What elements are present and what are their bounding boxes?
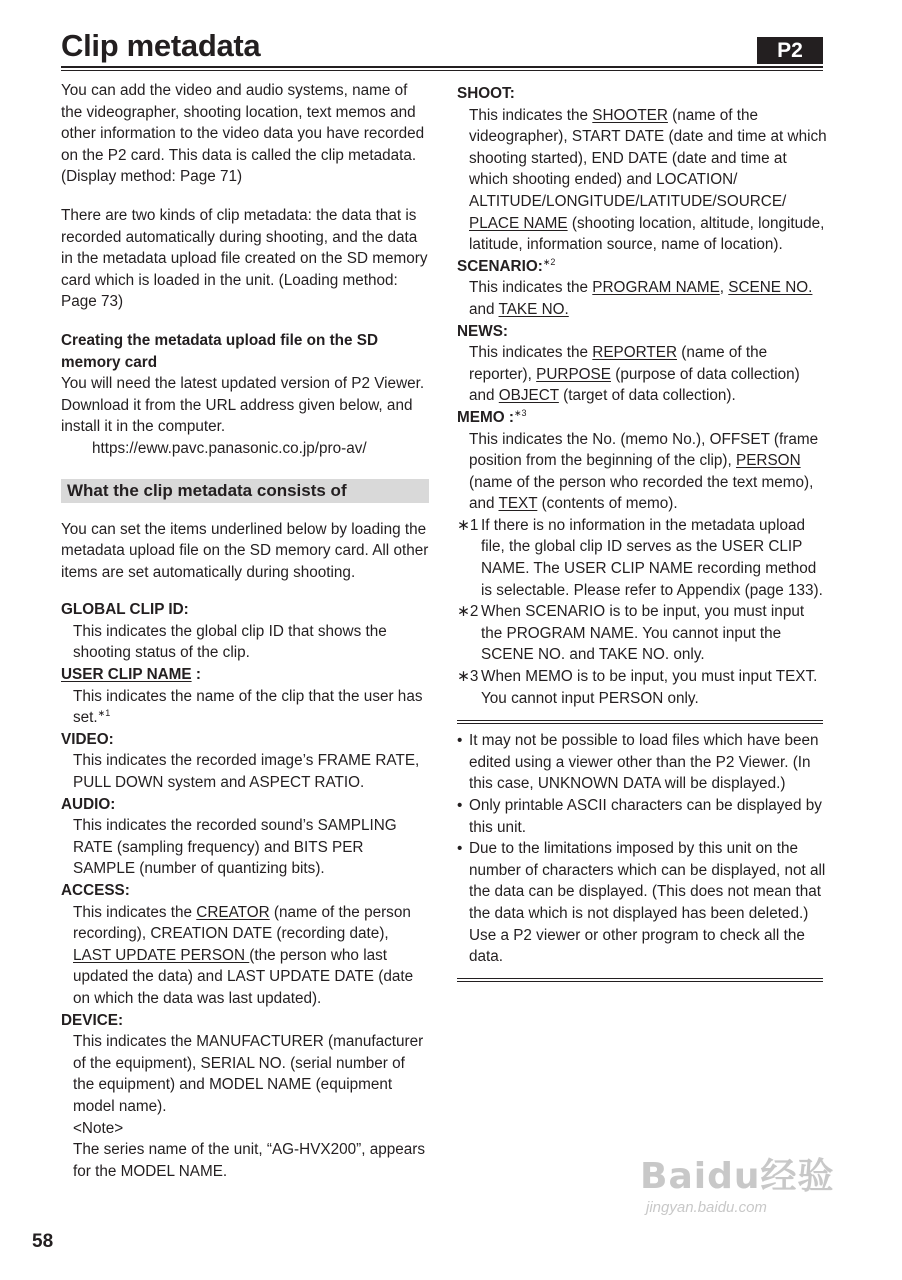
footnote: ∗2 When SCENARIO is to be input, you must input the PROGRAM NAME. You cannot input the SCENE NO. and TAKE NO. only. (457, 603, 805, 664)
user-clip-name-body: This indicates the name of the clip that the user has set.$^{∗1}$ (73, 687, 423, 727)
bullet-note: • Due to the limitations imposed by this unit on the number of characters which can be displayed, not all the data can be displayed. (This does not mean that the data which is not displayed has been deleted.) Use a P2 viewer or other program to check all the data. (457, 840, 826, 966)
memo-body: This indicates the No. (memo No.), OFFSET (frame position from the beginning of the clip), PERSON (name of the person who recorded the text memo), and TEXT (contents of memo). (469, 430, 819, 513)
access-heading: ACCESS: (61, 882, 130, 899)
creating-body: You will need the latest updated version of P2 Viewer. Download it from the URL address given below, and install it in the computer. (61, 375, 425, 436)
device-note-body: The series name of the unit, “AG-HVX200”, appears for the MODEL NAME. (73, 1141, 426, 1180)
access-body: This indicates the CREATOR (name of the person recording), CREATION DATE (recording date), LAST UPDATE PERSON (the person who last updated the data) and LAST UPDATE DATE (date on which the data was last updated). (73, 903, 414, 1007)
scenario-body: This indicates the PROGRAM NAME, SCENE NO. and TAKE NO. (469, 279, 813, 318)
right-column (457, 83, 829, 982)
title-rule (61, 66, 823, 68)
video-heading: VIDEO: (61, 730, 114, 748)
audio-heading: AUDIO: (61, 795, 116, 813)
left-column (61, 80, 429, 1182)
footnote: ∗1 If there is no information in the metadata upload file, the global clip ID serves as the USER CLIP NAME. The USER CLIP NAME recording method is selectable. Please refer to Appendix (page 133). (457, 516, 823, 599)
creating-heading: Creating the metadata upload file on the SD memory card (61, 331, 379, 371)
bullet-note: • Only printable ASCII characters can be displayed by this unit. (457, 797, 822, 836)
global-clip-id-body: This indicates the global clip ID that shows the shooting status of the clip. (73, 622, 387, 662)
watermark-brand: Baidu经验 (640, 1156, 835, 1197)
device-note-label: <Note> (73, 1119, 124, 1137)
scenario-heading: SCENARIO:$^{∗2}$ (457, 256, 556, 275)
audio-body: This indicates the recorded sound’s SAMPLING RATE (sampling frequency) and BITS PER SAMPLE (number of quantizing bits). (73, 817, 397, 878)
global-clip-id-heading: GLOBAL CLIP ID: (61, 601, 189, 619)
watermark (640, 1148, 850, 1216)
video-body: This indicates the recorded image’s FRAME RATE, PULL DOWN system and ASPECT RATIO. (73, 752, 420, 792)
memo-heading: MEMO :$^{∗3}$ (457, 407, 527, 426)
p2-badge: P2 (757, 37, 823, 64)
shoot-heading: SHOOT: (457, 85, 515, 102)
watermark-url: jingyan.baidu.com (646, 1199, 767, 1216)
notes-divider-bottom (457, 978, 823, 982)
user-clip-name-heading: USER CLIP NAME : (61, 666, 201, 684)
bullet-note: • It may not be possible to load files which have been edited using a viewer other than the P2 Viewer. (In this case, UNKNOWN DATA will be displayed.) (457, 732, 819, 793)
intro-paragraph-1: You can add the video and audio systems, name of the videographer, shooting location, text memos and other information to the video data you have recorded on the P2 card. This data is called the clip metadata. (Display method: Page 71) (61, 82, 425, 186)
download-url: https://eww.pavc.panasonic.co.jp/pro-av/ (92, 439, 367, 457)
intro-paragraph-2: There are two kinds of clip metadata: the data that is recorded automatically during shooting, and the data in the metadata upload file created on the SD memory card which is loaded in the unit. (Loading method: Page 73) (61, 206, 428, 311)
news-body: This indicates the REPORTER (name of the reporter), PURPOSE (purpose of data collection) and OBJECT (target of data collection). (469, 344, 800, 405)
news-heading: NEWS: (457, 322, 508, 340)
device-heading: DEVICE: (61, 1011, 124, 1029)
section-heading: What the clip metadata consists of (61, 479, 429, 503)
title-rule-thin (61, 70, 823, 71)
footnote: ∗3 When MEMO is to be input, you must input TEXT. You cannot input PERSON only. (457, 668, 818, 707)
page-number: 58 (32, 1231, 54, 1252)
page-title: Clip metadata (61, 28, 261, 63)
section-intro: You can set the items underlined below by loading the metadata upload file on the SD memory card. All other items are set automatically during shooting. (61, 520, 429, 581)
device-body: This indicates the MANUFACTURER (manufacturer of the equipment), SERIAL NO. (serial number of the equipment) and MODEL NAME (equipment model name). (73, 1033, 424, 1115)
shoot-body: This indicates the SHOOTER (name of the videographer), START DATE (date and time at which shooting started), END DATE (date and time at which shooting ended) and LOCATION/ ALTITUDE/LONGITUDE/LATITUDE/SOURCE/ PLACE NAME (shooting location, altitude, longitude, latitude, information source, name of location). (469, 106, 827, 254)
